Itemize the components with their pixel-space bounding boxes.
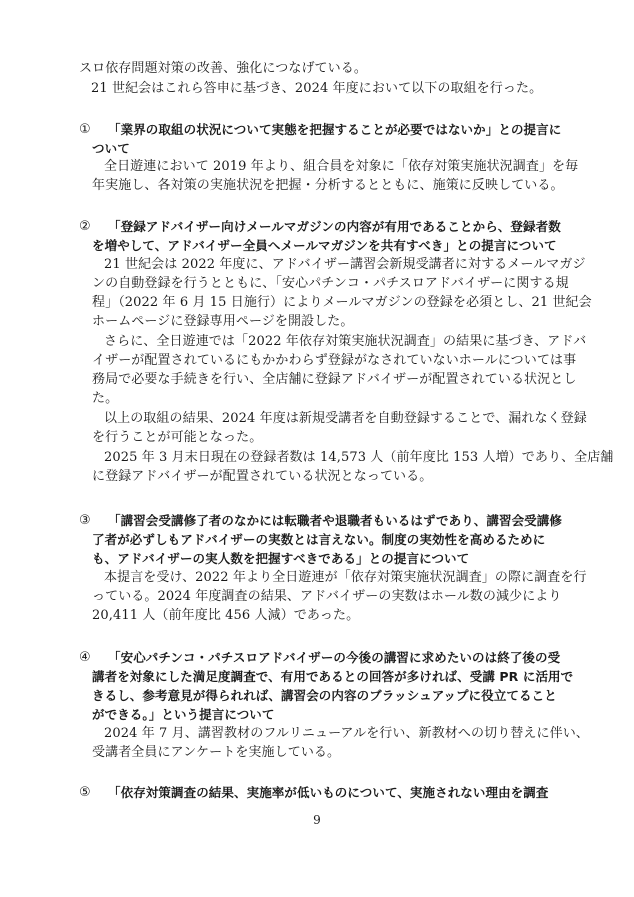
item-1-marker: ① xyxy=(79,122,91,137)
item-1-title-line-2: ついて xyxy=(92,141,130,156)
item-2-body-line-8: た。 xyxy=(92,391,119,406)
intro-line-1: スロ依存問題対策の改善、強化につなげている。 xyxy=(79,61,367,76)
item-5-title-line-1: 「依存対策調査の結果、実施率が低いものについて、実施されない理由を調査 xyxy=(108,785,549,800)
item-3-title-line-3: も、アドバイザーの実人数を把握すべきである」との提言について xyxy=(92,551,470,566)
item-2-title-line-1: 「登録アドバイザー向けメールマガジンの内容が有用であることから、登録者数 xyxy=(108,219,561,234)
intro-line-2: 21 世紀会はこれら答申に基づき、2024 年度において以下の取組を行った。 xyxy=(91,81,543,96)
item-1-title-line-1: 「業界の取組の状況について実態を把握することが必要ではないか」との提言に xyxy=(108,122,562,137)
item-2-body-line-12: に登録アドバイザーが配置されている状況となっている。 xyxy=(92,469,433,484)
item-2-body-line-7: 務局で必要な手続きを行い、全店舗に登録アドバイザーが配置されている状況とし xyxy=(92,372,577,387)
item-2-body-line-5: さらに、全日遊連では「2022 年依存対策実施状況調査」の結果に基づき、アドバ xyxy=(104,334,587,349)
item-2-title-line-2: を増やして、アドバイザー全員へメールマガジンを共有すべき」との提言について xyxy=(92,238,557,253)
page-number: 9 xyxy=(313,813,321,827)
item-4-title-line-1: 「安心パチンコ・パチスロアドバイザーの今後の講習に求めたいのは終了後の受 xyxy=(108,650,561,665)
item-3-title-line-2: 了者が必ずしもアドバイザーの実数とは言えない。制度の実効性を高めるために xyxy=(92,532,546,547)
item-2-marker: ② xyxy=(79,219,91,234)
item-2-body-line-2: ンの自動登録を行うとともに、「安心パチンコ・パチスロアドバイザーに関する規 xyxy=(92,276,569,291)
item-5-marker: ⑤ xyxy=(79,785,91,800)
item-4-title-line-3: きるし、参考意見が得られれば、講習会の内容のブラッシュアップに役立てること xyxy=(92,688,557,703)
item-2-body-line-6: イザーが配置されているにもかかわらず登録がなされていないホールについては事 xyxy=(92,353,577,368)
item-2-body-line-10: を行うことが可能となった。 xyxy=(92,430,263,445)
item-2-body-line-9: 以上の取組の結果、2024 年度は新規受講者を自動登録することで、漏れなく登録 xyxy=(104,411,587,426)
item-1-body-line-2: 年実施し、各対策の実施状況を把握・分析するとともに、施策に反映している。 xyxy=(92,178,564,193)
item-4-title-line-4: ができる。」という提言について xyxy=(92,707,275,722)
item-1-body-line-1: 全日遊連において 2019 年より、組合員を対象に「依存対策実施状況調査」を毎 xyxy=(104,159,579,174)
item-3-title-line-1: 「講習会受講修了者のなかには転職者や退職者もいるはずであり、講習会受講修 xyxy=(108,513,562,528)
item-3-marker: ③ xyxy=(79,513,91,528)
item-2-body-line-1: 21 世紀会は 2022 年度に、アドバイザー講習会新規受講者に対するメールマガジ xyxy=(104,257,586,272)
item-2-body-line-3: 程」（2022 年 6 月 15 日施行）によりメールマガジンの登録を必須とし、21 世紀会 xyxy=(92,295,592,310)
item-4-title-line-2: 講者を対象にした満足度調査で、有用であるとの回答が多ければ、受講 PR に活用で xyxy=(92,669,574,684)
item-2-body-line-4: ホームページに登録専用ページを開設した。 xyxy=(92,314,354,329)
item-3-body-line-3: 20,411 人（前年度比 456 人減）であった。 xyxy=(92,608,360,623)
item-3-body-line-2: っている。2024 年度調査の結果、アドバイザーの実数はホール数の減少により xyxy=(92,589,562,604)
item-2-body-line-11: 2025 年 3 月末日現在の登録者数は 14,573 人（前年度比 153 人増）であり、全店舗 xyxy=(104,450,614,465)
item-3-body-line-1: 本提言を受け、2022 年より全日遊連が「依存対策実施状況調査」の際に調査を行 xyxy=(104,570,587,585)
item-4-body-line-1: 2024 年 7 月、講習教材のフルリニューアルを行い、新教材への切り替えに伴い、 xyxy=(104,726,589,741)
item-4-body-line-2: 受講者全員にアンケートを実施している。 xyxy=(92,745,341,760)
item-4-marker: ④ xyxy=(79,650,91,665)
